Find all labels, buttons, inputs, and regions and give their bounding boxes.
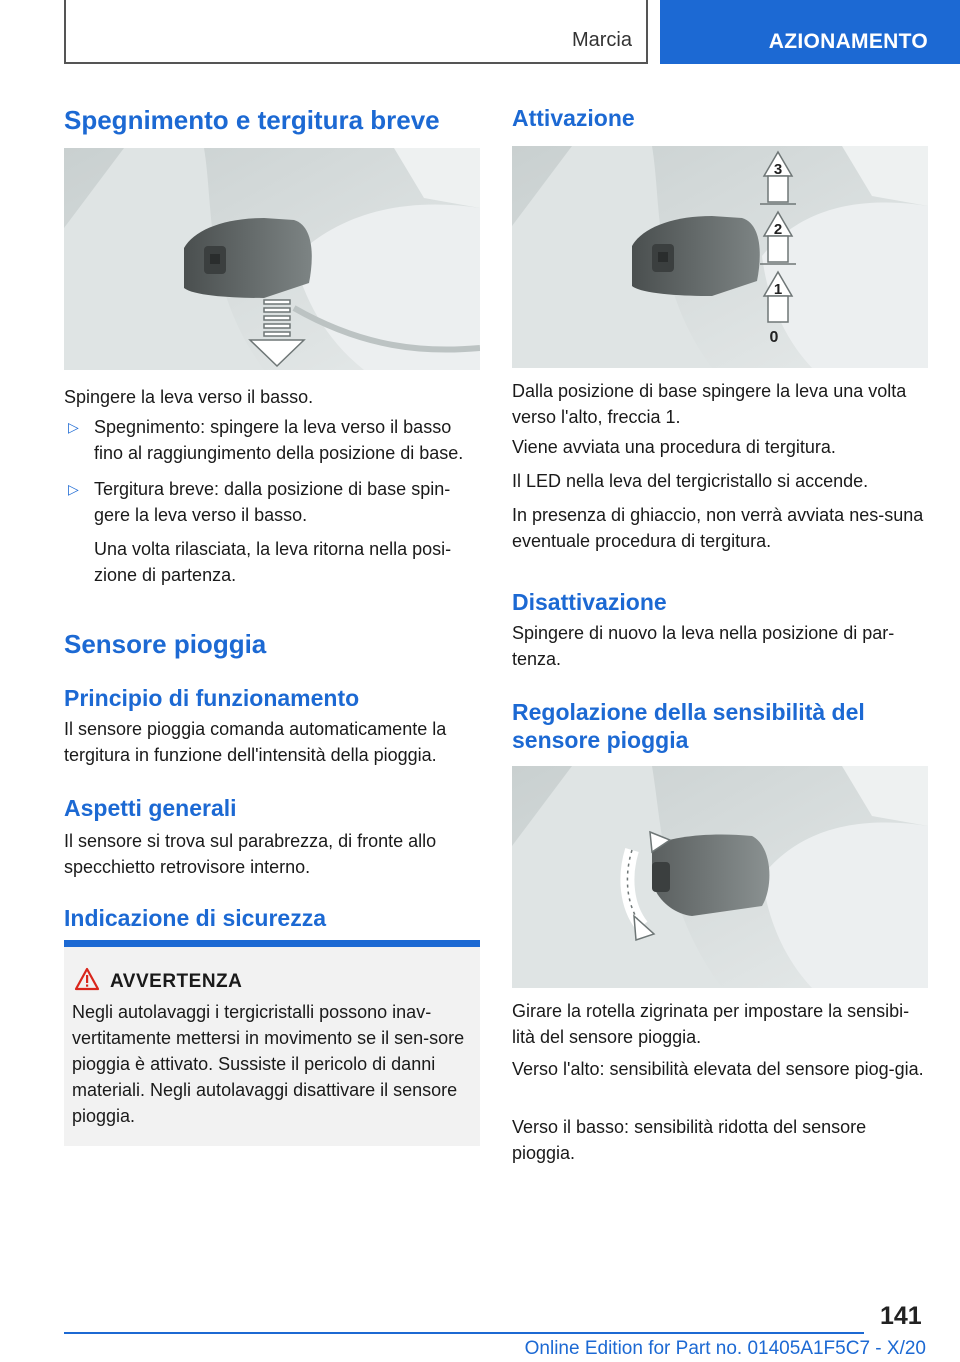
sensitivity-text-2: Verso l'alto: sensibilità elevata del sensore piog-gia. [512, 1059, 924, 1079]
activation-text-4: In presenza di ghiaccio, non verrà avviata nes-suna eventuale procedura di tergitura. [512, 505, 924, 551]
figure-lever-down [64, 148, 480, 370]
triangle-right-icon: ▷ [68, 419, 79, 435]
figure-label-0: 0 [769, 329, 779, 346]
figure-lever-up [512, 146, 928, 368]
figure-label-1: 1 [773, 281, 783, 298]
header-chapter-box [660, 0, 960, 64]
heading-rain-sensor: Sensore pioggia [64, 629, 267, 659]
list-item [64, 414, 480, 466]
header-section-box [64, 0, 648, 64]
sensitivity-text-3: Verso il basso: sensibilità ridotta del sensore pioggia. [512, 1117, 867, 1163]
general-text: Il sensore si trova sul parabrezza, di fronte allo specchietto retrovisore interno. [64, 831, 437, 877]
heading-short-wipe: Spegnimento e tergitura breve [64, 105, 440, 135]
footer-divider [64, 1332, 864, 1334]
principle-text: Il sensore pioggia comanda automaticamente la tergitura in funzione dell'intensità della pioggia. [64, 719, 447, 765]
warning-text: Negli autolavaggi i tergicristalli possono inav-vertitamente mettersi in movimento se il sen-sore pioggia è attivato. Sussiste il pericolo di danni materiali. Negli autolavaggi disattivare il sensore pioggia. [72, 1002, 465, 1126]
sensitivity-text-1: Girare la rotella zigrinata per impostare la sensibi-lità del sensore pioggia. [512, 1001, 910, 1047]
warning-title: AVVERTENZA [110, 971, 243, 992]
activation-text-3: Il LED nella leva del tergicristallo si accende. [512, 471, 869, 491]
bullet-list [64, 414, 480, 588]
intro-text: Spingere la leva verso il basso. [64, 387, 314, 407]
activation-text-2: Viene avviata una procedura di tergitura. [512, 437, 836, 457]
triangle-right-icon: ▷ [68, 481, 79, 497]
warning-triangle-icon [74, 967, 100, 996]
activation-text-1: Dalla posizione di base spingere la leva una volta verso l'alto, freccia 1. [512, 381, 907, 427]
bullet-text: Spegnimento: spingere la leva verso il basso fino al raggiungimento della posizione di base. [94, 417, 464, 463]
figure-label-3: 3 [773, 161, 783, 178]
page-number: 141 [880, 1302, 922, 1330]
header-section: Marcia [571, 29, 632, 51]
heading-principle: Principio di funzionamento [64, 685, 360, 711]
figure-knurled-wheel [512, 766, 928, 988]
header-chapter: AZIONAMENTO [768, 30, 928, 53]
warning-box [64, 940, 480, 1146]
heading-safety: Indicazione di sicurezza [64, 905, 327, 931]
footer-edition: Online Edition for Part no. 01405A1F5C7 - X/20 [524, 1338, 926, 1359]
heading-deactivation: Disattivazione [512, 589, 667, 615]
heading-sensitivity: Regolazione della sensibilità del sensore pioggia [512, 699, 865, 753]
figure-label-2: 2 [773, 221, 783, 238]
bullet-text: Tergitura breve: dalla posizione di base spin-gere la leva verso il basso. [94, 479, 451, 525]
deactivation-text: Spingere di nuovo la leva nella posizione di par-tenza. [512, 623, 895, 669]
bullet-subtext: Una volta rilasciata, la leva ritorna nella posi-zione di partenza. [94, 539, 452, 585]
heading-activation: Attivazione [512, 105, 635, 131]
heading-general: Aspetti generali [64, 795, 237, 821]
list-item [64, 476, 480, 588]
